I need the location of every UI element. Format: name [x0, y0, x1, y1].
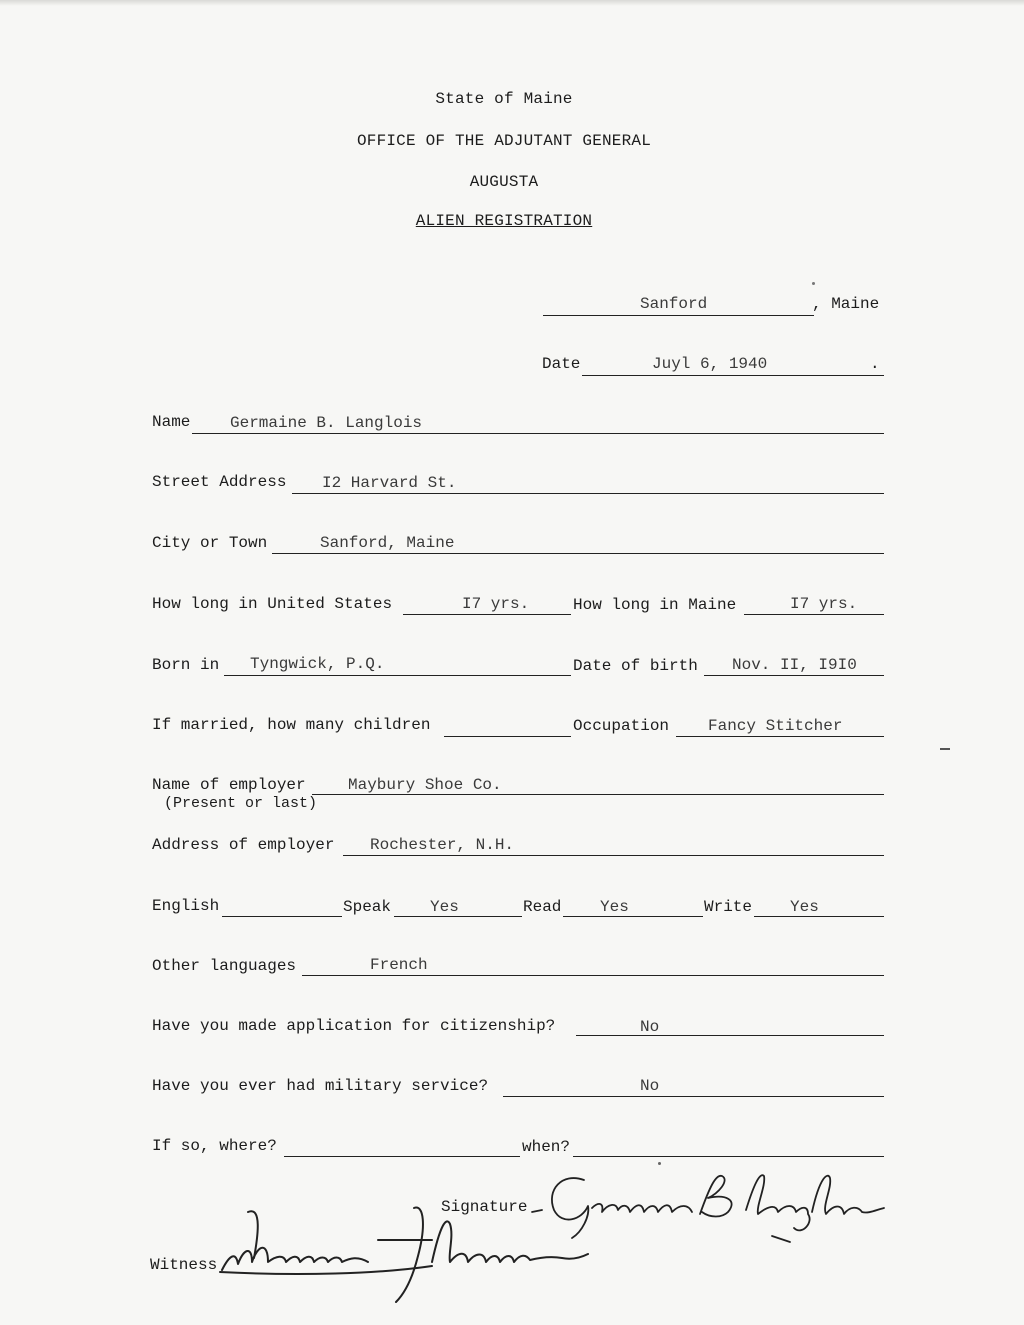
us-duration-rule: [403, 614, 571, 615]
other-languages-value: French: [370, 956, 428, 974]
where-label: If so, where?: [152, 1137, 277, 1155]
employer-value: Maybury Shoe Co.: [348, 776, 502, 794]
place-value: Sanford: [640, 295, 708, 313]
scan-mark-right: [940, 748, 950, 750]
maine-duration-rule: [744, 614, 884, 615]
other-languages-rule: [302, 975, 884, 976]
when-rule: [573, 1156, 884, 1157]
employer-label: Name of employer: [152, 776, 306, 794]
write-value: Yes: [790, 898, 819, 916]
name-rule: [192, 433, 884, 434]
citizenship-rule: [576, 1035, 884, 1036]
name-value: Germaine B. Langlois: [230, 414, 423, 432]
occupation-rule: [676, 736, 884, 737]
read-rule: [563, 916, 703, 917]
header-state: State of Maine: [435, 90, 573, 108]
signature-label: Signature: [441, 1198, 528, 1216]
citizenship-value: No: [640, 1018, 660, 1036]
city-rule: [272, 553, 884, 554]
when-label: when?: [522, 1138, 571, 1156]
english-label: English: [152, 897, 220, 915]
military-value: No: [640, 1077, 660, 1095]
street-value: I2 Harvard St.: [322, 474, 457, 492]
write-rule: [754, 916, 884, 917]
us-duration-label: How long in United States: [152, 595, 393, 613]
military-rule: [503, 1096, 884, 1097]
street-label: Street Address: [152, 473, 287, 491]
children-label: If married, how many children: [152, 716, 431, 734]
date-label: Date: [542, 355, 581, 373]
witness-label: Witness: [150, 1256, 218, 1274]
scan-edge-mark: [0, 0, 1024, 6]
speak-label: Speak: [343, 898, 392, 916]
city-label: City or Town: [152, 534, 268, 552]
maine-duration-label: How long in Maine: [573, 596, 737, 614]
employer-address-rule: [343, 855, 884, 856]
write-label: Write: [704, 898, 753, 916]
occupation-value: Fancy Stitcher: [708, 717, 843, 735]
place-suffix: , Maine: [812, 295, 880, 313]
speak-rule: [394, 916, 522, 917]
english-rule: [222, 916, 342, 917]
speak-value: Yes: [430, 898, 459, 916]
occupation-label: Occupation: [573, 717, 670, 735]
born-in-value: Tyngwick, P.Q.: [250, 655, 385, 673]
born-in-label: Born in: [152, 656, 220, 674]
born-in-rule: [224, 675, 571, 676]
scan-dot: [658, 1162, 661, 1165]
scan-mark-top: [812, 282, 815, 285]
witness-signature: [218, 1196, 598, 1306]
citizenship-label: Have you made application for citizenship?: [152, 1017, 556, 1035]
us-duration-value: I7 yrs.: [462, 595, 530, 613]
form-title: ALIEN REGISTRATION: [415, 212, 593, 230]
employer-address-label: Address of employer: [152, 836, 335, 854]
other-languages-label: Other languages: [152, 957, 297, 975]
employer-sublabel: (Present or last): [164, 795, 318, 812]
header-office: OFFICE OF THE ADJUTANT GENERAL: [356, 132, 652, 150]
header-city: AUGUSTA: [469, 173, 539, 191]
children-rule: [444, 736, 571, 737]
read-label: Read: [523, 898, 562, 916]
birth-date-rule: [704, 675, 884, 676]
name-label: Name: [152, 413, 191, 431]
birth-date-label: Date of birth: [573, 657, 698, 675]
where-rule: [284, 1156, 520, 1157]
city-value: Sanford, Maine: [320, 534, 455, 552]
birth-date-value: Nov. II, I9I0: [732, 656, 857, 674]
employer-address-value: Rochester, N.H.: [370, 836, 515, 854]
date-terminal: .: [870, 355, 880, 373]
place-rule: [543, 315, 814, 316]
employer-rule: [312, 794, 884, 795]
maine-duration-value: I7 yrs.: [790, 595, 858, 613]
military-label: Have you ever had military service?: [152, 1077, 489, 1095]
street-rule: [292, 493, 884, 494]
date-value: Juyl 6, 1940: [652, 355, 768, 373]
read-value: Yes: [600, 898, 629, 916]
date-rule: [582, 375, 884, 376]
